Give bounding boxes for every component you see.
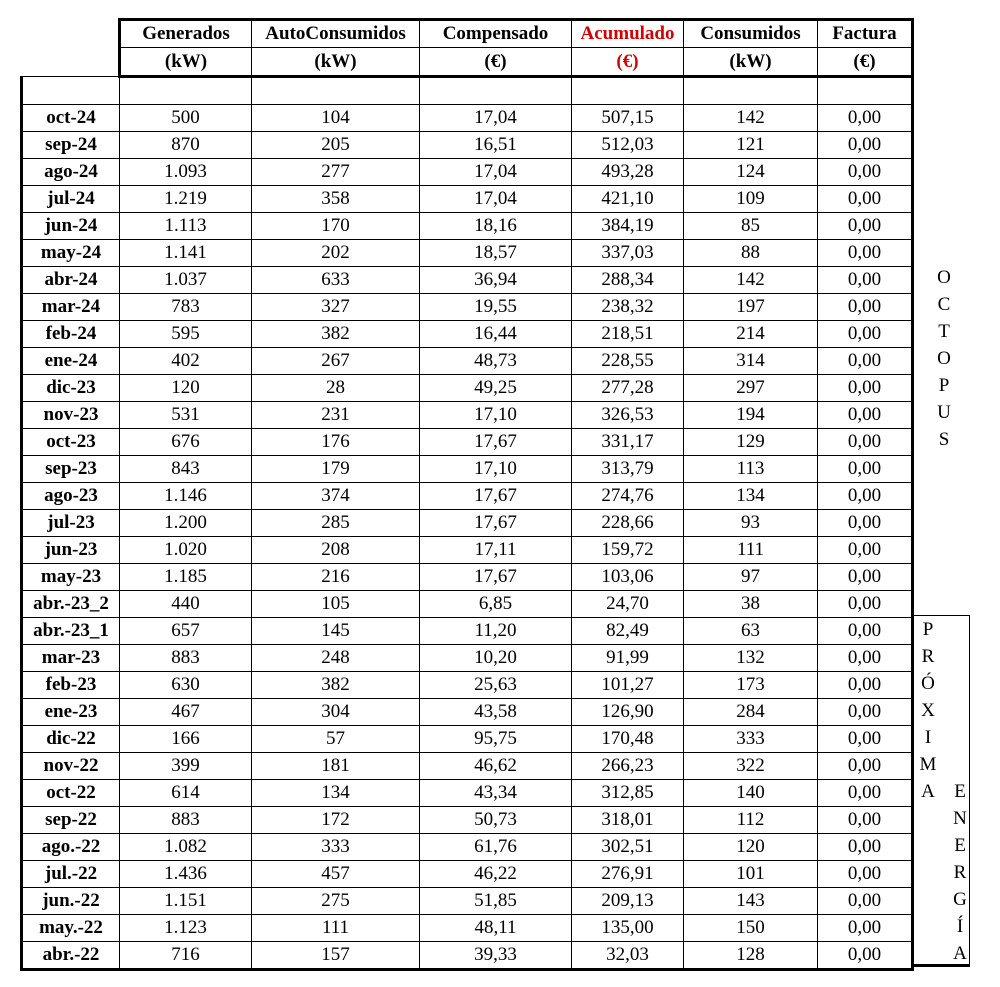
octopus-letter: C [937,294,951,315]
factura-cell: 0,00 [818,807,913,834]
header-generados: Generados [120,20,252,48]
factura-cell: 0,00 [818,618,913,645]
acumulado-cell: 24,70 [572,591,684,618]
autoconsumidos-cell: 333 [252,834,420,861]
month-cell: may-24 [22,240,120,267]
acumulado-cell: 91,99 [572,645,684,672]
table-row [22,645,913,672]
compensado-cell: 19,55 [420,294,572,321]
consumidos-cell: 38 [684,591,818,618]
compensado-cell: 43,34 [420,780,572,807]
generados-cell: 1.200 [120,510,252,537]
proxima-letter: P [922,619,934,640]
autoconsumidos-cell: 170 [252,213,420,240]
generados-cell: 1.093 [120,159,252,186]
table-row [22,375,913,402]
table-row [22,429,913,456]
table-row [22,564,913,591]
compensado-cell: 49,25 [420,375,572,402]
month-cell: ago.-22 [22,834,120,861]
generados-cell: 399 [120,753,252,780]
consumidos-cell: 132 [684,645,818,672]
header-row-titles [22,20,913,48]
acumulado-cell: 159,72 [572,537,684,564]
table-row [22,537,913,564]
autoconsumidos-cell: 208 [252,537,420,564]
acumulado-cell: 507,15 [572,105,684,132]
energia-vertical-label [950,778,970,967]
factura-cell: 0,00 [818,861,913,888]
consumidos-cell: 109 [684,186,818,213]
header-corner [22,48,120,77]
month-cell: jun.-22 [22,888,120,915]
consumidos-cell: 150 [684,915,818,942]
table-row [22,834,913,861]
compensado-cell: 17,67 [420,510,572,537]
generados-cell: 870 [120,132,252,159]
octopus-letter: S [938,429,950,450]
compensado-cell: 17,04 [420,105,572,132]
compensado-cell: 25,63 [420,672,572,699]
table-row [22,699,913,726]
consumidos-cell: 314 [684,348,818,375]
factura-cell: 0,00 [818,591,913,618]
autoconsumidos-cell: 304 [252,699,420,726]
autoconsumidos-cell: 104 [252,105,420,132]
acumulado-cell: 493,28 [572,159,684,186]
factura-cell: 0,00 [818,564,913,591]
autoconsumidos-cell: 248 [252,645,420,672]
generados-cell: 166 [120,726,252,753]
unit-acumulado: (€) [572,48,684,77]
energia-letter: E [954,781,966,802]
month-cell: nov-22 [22,753,120,780]
acumulado-cell: 135,00 [572,915,684,942]
month-cell: ene-23 [22,699,120,726]
autoconsumidos-cell: 134 [252,780,420,807]
autoconsumidos-cell: 145 [252,618,420,645]
header-compensado: Compensado [420,20,572,48]
acumulado-cell: 312,85 [572,780,684,807]
acumulado-cell: 274,76 [572,483,684,510]
acumulado-cell: 276,91 [572,861,684,888]
proxima-letter: X [921,700,935,721]
acumulado-cell: 101,27 [572,672,684,699]
consumidos-cell: 97 [684,564,818,591]
consumidos-cell: 140 [684,780,818,807]
factura-cell: 0,00 [818,672,913,699]
table-row [22,591,913,618]
factura-cell: 0,00 [818,456,913,483]
consumidos-cell: 111 [684,537,818,564]
autoconsumidos-cell: 176 [252,429,420,456]
month-cell: abr-24 [22,267,120,294]
consumidos-cell: 194 [684,402,818,429]
header-factura: Factura [818,20,913,48]
acumulado-cell: 228,55 [572,348,684,375]
acumulado-cell: 126,90 [572,699,684,726]
acumulado-cell: 288,34 [572,267,684,294]
octopus-letter: U [937,402,951,423]
proxima-letter: Ó [921,673,935,694]
compensado-cell: 18,57 [420,240,572,267]
generados-cell: 500 [120,105,252,132]
generados-cell: 1.151 [120,888,252,915]
table-row [22,105,913,132]
acumulado-cell: 218,51 [572,321,684,348]
month-cell: jul-23 [22,510,120,537]
month-cell: mar-24 [22,294,120,321]
factura-cell: 0,00 [818,267,913,294]
generados-cell: 1.020 [120,537,252,564]
generados-cell: 1.141 [120,240,252,267]
consumidos-cell: 124 [684,159,818,186]
energia-letter: G [953,889,967,910]
month-cell: dic-23 [22,375,120,402]
table-row [22,861,913,888]
consumidos-cell: 93 [684,510,818,537]
acumulado-cell: 228,66 [572,510,684,537]
factura-cell: 0,00 [818,915,913,942]
compensado-cell: 17,67 [420,564,572,591]
header-row-units [22,48,913,77]
month-cell: abr.-22 [22,942,120,970]
generados-cell: 1.185 [120,564,252,591]
generados-cell: 716 [120,942,252,970]
factura-cell: 0,00 [818,510,913,537]
table-row [22,807,913,834]
generados-cell: 467 [120,699,252,726]
month-cell: sep-24 [22,132,120,159]
consumidos-cell: 143 [684,888,818,915]
octopus-letter: P [938,375,950,396]
factura-cell: 0,00 [818,834,913,861]
generados-cell: 1.082 [120,834,252,861]
compensado-cell: 18,16 [420,213,572,240]
month-cell: abr.-23_1 [22,618,120,645]
unit-consumidos: (kW) [684,48,818,77]
autoconsumidos-cell: 327 [252,294,420,321]
energia-letter: R [953,862,967,883]
month-cell: abr.-23_2 [22,591,120,618]
generados-cell: 531 [120,402,252,429]
month-cell: oct-24 [22,105,120,132]
factura-cell: 0,00 [818,159,913,186]
generados-cell: 402 [120,348,252,375]
acumulado-cell: 512,03 [572,132,684,159]
unit-factura: (€) [818,48,913,77]
consumidos-cell: 197 [684,294,818,321]
compensado-cell: 16,44 [420,321,572,348]
octopus-letter: O [937,348,951,369]
unit-generados: (kW) [120,48,252,77]
acumulado-cell: 32,03 [572,942,684,970]
consumidos-cell: 113 [684,456,818,483]
autoconsumidos-cell: 216 [252,564,420,591]
month-cell: oct-22 [22,780,120,807]
generados-cell: 630 [120,672,252,699]
table-row [22,267,913,294]
generados-cell: 1.123 [120,915,252,942]
consumidos-cell: 121 [684,132,818,159]
generados-cell: 783 [120,294,252,321]
proxima-letter: I [924,727,932,748]
header-consumidos: Consumidos [684,20,818,48]
compensado-cell: 17,04 [420,186,572,213]
month-cell: jul-24 [22,186,120,213]
autoconsumidos-cell: 157 [252,942,420,970]
autoconsumidos-cell: 374 [252,483,420,510]
acumulado-cell: 170,48 [572,726,684,753]
autoconsumidos-cell: 285 [252,510,420,537]
energia-letter: A [953,943,967,964]
compensado-cell: 39,33 [420,942,572,970]
factura-cell: 0,00 [818,699,913,726]
octopus-vertical-label [934,264,954,453]
consumidos-cell: 284 [684,699,818,726]
generados-cell: 1.436 [120,861,252,888]
factura-cell: 0,00 [818,537,913,564]
table-row [22,159,913,186]
month-cell: oct-23 [22,429,120,456]
proxima-letter: R [921,646,935,667]
factura-cell: 0,00 [818,294,913,321]
month-cell: ago-23 [22,483,120,510]
autoconsumidos-cell: 358 [252,186,420,213]
table-row [22,915,913,942]
table-row [22,618,913,645]
generados-cell: 676 [120,429,252,456]
generados-cell: 883 [120,807,252,834]
factura-cell: 0,00 [818,240,913,267]
month-cell: may.-22 [22,915,120,942]
compensado-cell: 61,76 [420,834,572,861]
month-cell: may-23 [22,564,120,591]
table-row [22,672,913,699]
compensado-cell: 48,73 [420,348,572,375]
compensado-cell: 95,75 [420,726,572,753]
consumidos-cell: 134 [684,483,818,510]
table-row [22,132,913,159]
month-cell: jun-24 [22,213,120,240]
autoconsumidos-cell: 275 [252,888,420,915]
consumidos-cell: 142 [684,267,818,294]
generados-cell: 843 [120,456,252,483]
autoconsumidos-cell: 382 [252,321,420,348]
generados-cell: 120 [120,375,252,402]
consumidos-cell: 173 [684,672,818,699]
consumidos-cell: 297 [684,375,818,402]
factura-cell: 0,00 [818,888,913,915]
factura-cell: 0,00 [818,105,913,132]
generados-cell: 657 [120,618,252,645]
autoconsumidos-cell: 231 [252,402,420,429]
table-row [22,402,913,429]
consumidos-cell: 63 [684,618,818,645]
factura-cell: 0,00 [818,186,913,213]
factura-cell: 0,00 [818,213,913,240]
generados-cell: 1.037 [120,267,252,294]
factura-cell: 0,00 [818,942,913,970]
compensado-cell: 51,85 [420,888,572,915]
month-cell: sep-22 [22,807,120,834]
acumulado-cell: 209,13 [572,888,684,915]
consumidos-cell: 214 [684,321,818,348]
factura-cell: 0,00 [818,402,913,429]
energia-letter: Í [956,916,964,937]
autoconsumidos-cell: 181 [252,753,420,780]
table-row [22,294,913,321]
month-cell: dic-22 [22,726,120,753]
table-row [22,510,913,537]
month-cell: ago-24 [22,159,120,186]
generados-cell: 614 [120,780,252,807]
autoconsumidos-cell: 105 [252,591,420,618]
factura-cell: 0,00 [818,753,913,780]
proxima-letter: A [921,781,935,802]
header-autoconsumidos: AutoConsumidos [252,20,420,48]
table-row [22,753,913,780]
compensado-cell: 10,20 [420,645,572,672]
compensado-cell: 46,62 [420,753,572,780]
autoconsumidos-cell: 28 [252,375,420,402]
compensado-cell: 43,58 [420,699,572,726]
compensado-cell: 17,67 [420,483,572,510]
autoconsumidos-cell: 172 [252,807,420,834]
autoconsumidos-cell: 205 [252,132,420,159]
consumidos-cell: 333 [684,726,818,753]
compensado-cell: 50,73 [420,807,572,834]
autoconsumidos-cell: 633 [252,267,420,294]
month-cell: ene-24 [22,348,120,375]
generados-cell: 595 [120,321,252,348]
table-row [22,240,913,267]
acumulado-cell: 337,03 [572,240,684,267]
autoconsumidos-cell: 111 [252,915,420,942]
factura-cell: 0,00 [818,645,913,672]
consumidos-cell: 322 [684,753,818,780]
table-row [22,780,913,807]
consumidos-cell: 128 [684,942,818,970]
octopus-letter: T [938,321,950,342]
consumidos-cell: 88 [684,240,818,267]
acumulado-cell: 277,28 [572,375,684,402]
acumulado-cell: 318,01 [572,807,684,834]
generados-cell: 1.146 [120,483,252,510]
energy-table [20,18,914,971]
consumidos-cell: 101 [684,861,818,888]
autoconsumidos-cell: 277 [252,159,420,186]
compensado-cell: 46,22 [420,861,572,888]
consumidos-cell: 112 [684,807,818,834]
autoconsumidos-cell: 267 [252,348,420,375]
factura-cell: 0,00 [818,375,913,402]
consumidos-cell: 129 [684,429,818,456]
compensado-cell: 6,85 [420,591,572,618]
compensado-cell: 48,11 [420,915,572,942]
energia-letter: N [953,808,967,829]
compensado-cell: 17,10 [420,402,572,429]
factura-cell: 0,00 [818,726,913,753]
blank-row [22,77,913,105]
factura-cell: 0,00 [818,348,913,375]
autoconsumidos-cell: 57 [252,726,420,753]
octopus-letter: O [937,267,951,288]
autoconsumidos-cell: 202 [252,240,420,267]
month-cell: mar-23 [22,645,120,672]
month-cell: nov-23 [22,402,120,429]
factura-cell: 0,00 [818,483,913,510]
proxima-letter: M [919,754,937,775]
table-row [22,483,913,510]
unit-autoconsumidos: (kW) [252,48,420,77]
month-cell: sep-23 [22,456,120,483]
acumulado-cell: 313,79 [572,456,684,483]
consumidos-cell: 142 [684,105,818,132]
autoconsumidos-cell: 382 [252,672,420,699]
acumulado-cell: 238,32 [572,294,684,321]
compensado-cell: 17,10 [420,456,572,483]
unit-compensado: (€) [420,48,572,77]
factura-cell: 0,00 [818,132,913,159]
consumidos-cell: 120 [684,834,818,861]
acumulado-cell: 331,17 [572,429,684,456]
compensado-cell: 11,20 [420,618,572,645]
proxima-vertical-label [918,616,938,805]
acumulado-cell: 103,06 [572,564,684,591]
acumulado-cell: 266,23 [572,753,684,780]
table-row [22,186,913,213]
generados-cell: 1.113 [120,213,252,240]
autoconsumidos-cell: 179 [252,456,420,483]
generados-cell: 1.219 [120,186,252,213]
compensado-cell: 17,04 [420,159,572,186]
energia-letter: E [954,835,966,856]
factura-cell: 0,00 [818,429,913,456]
header-corner [22,20,120,48]
table-row [22,348,913,375]
acumulado-cell: 302,51 [572,834,684,861]
consumidos-cell: 85 [684,213,818,240]
table-row [22,213,913,240]
compensado-cell: 36,94 [420,267,572,294]
autoconsumidos-cell: 457 [252,861,420,888]
table-row [22,456,913,483]
factura-cell: 0,00 [818,780,913,807]
table-row [22,942,913,970]
month-cell: feb-23 [22,672,120,699]
acumulado-cell: 421,10 [572,186,684,213]
table-row [22,888,913,915]
factura-cell: 0,00 [818,321,913,348]
compensado-cell: 16,51 [420,132,572,159]
generados-cell: 883 [120,645,252,672]
acumulado-cell: 326,53 [572,402,684,429]
acumulado-cell: 82,49 [572,618,684,645]
compensado-cell: 17,11 [420,537,572,564]
header-acumulado: Acumulado [572,20,684,48]
table-row [22,321,913,348]
compensado-cell: 17,67 [420,429,572,456]
table-row [22,726,913,753]
month-cell: jun-23 [22,537,120,564]
month-cell: feb-24 [22,321,120,348]
month-cell: jul.-22 [22,861,120,888]
generados-cell: 440 [120,591,252,618]
acumulado-cell: 384,19 [572,213,684,240]
